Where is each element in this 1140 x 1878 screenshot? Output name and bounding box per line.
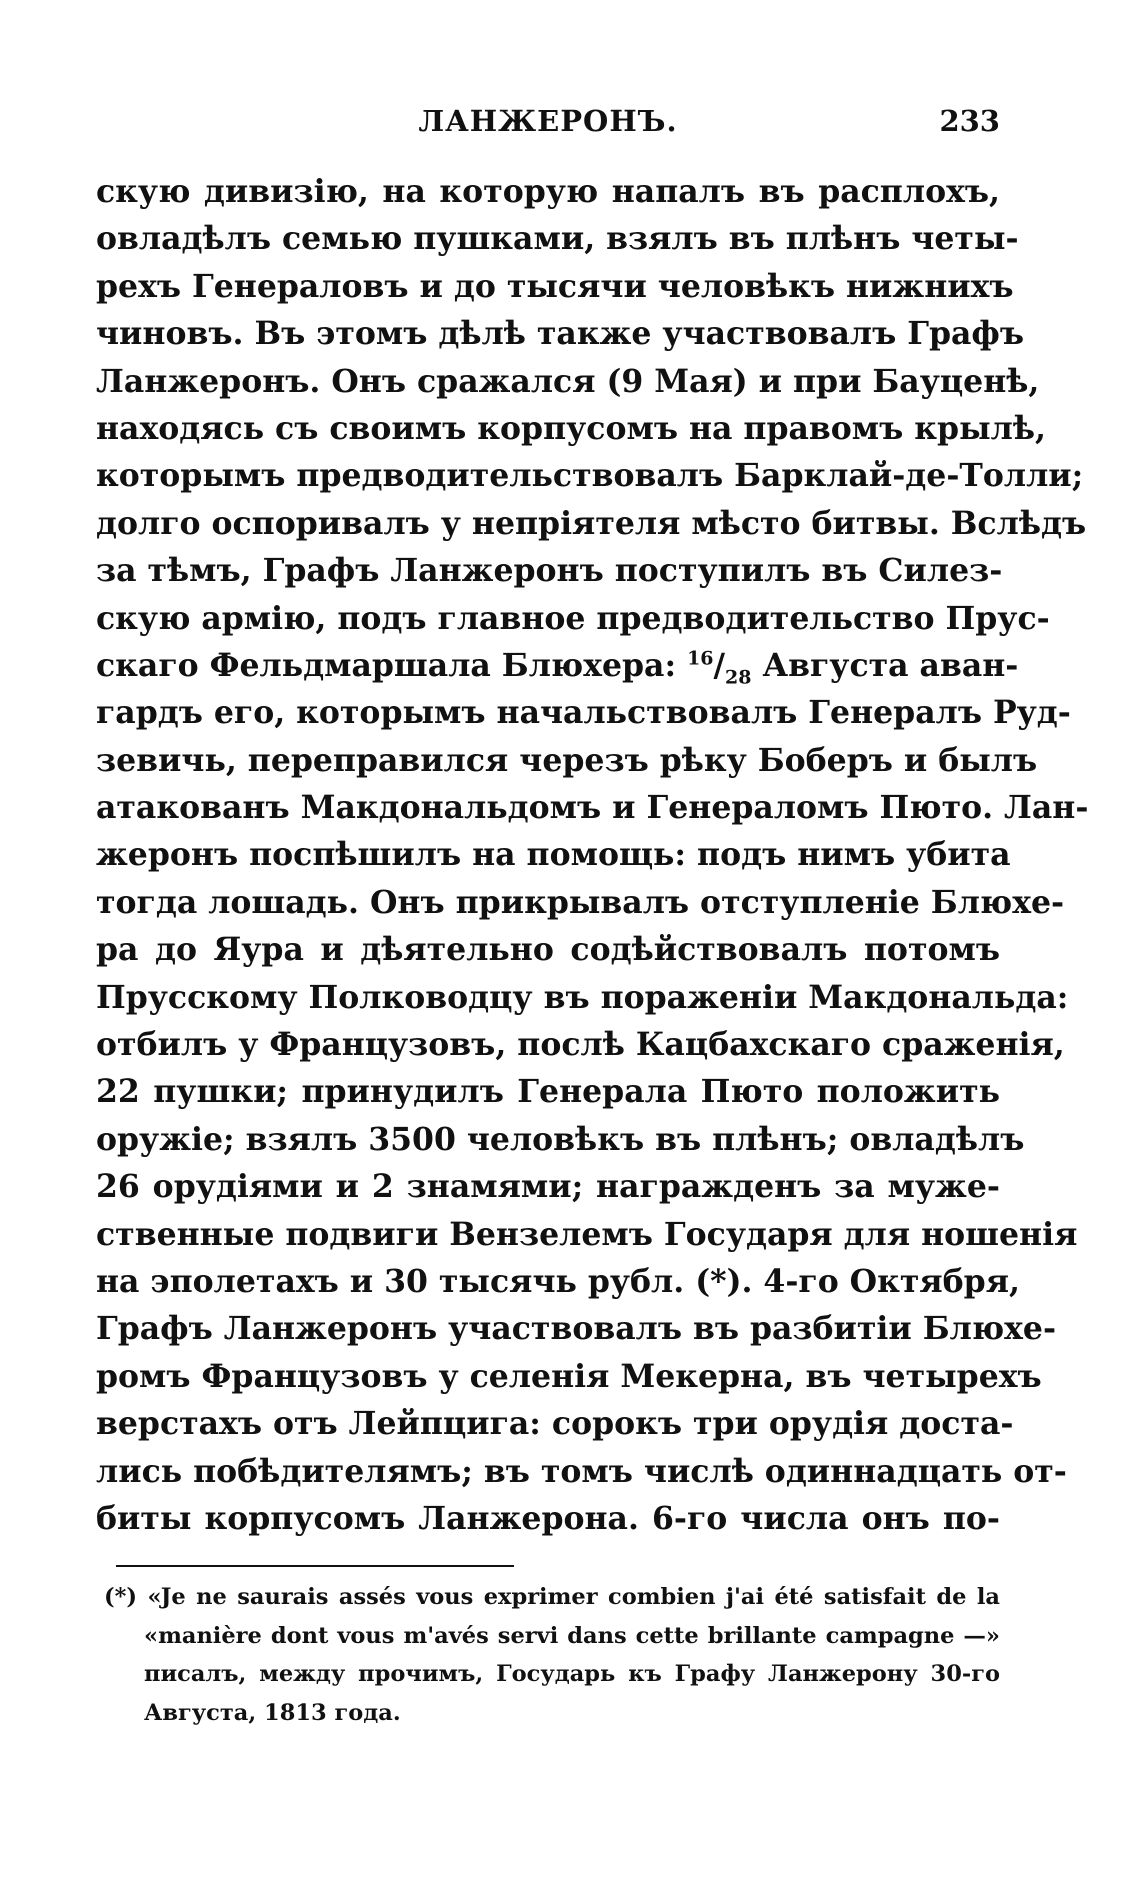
text-line: за тѣмъ, Графъ Ланжеронъ поступилъ въ Силез- <box>96 552 1003 590</box>
text-line: верстахъ отъ Лейпцига: сорокъ три орудія доста- <box>96 1405 1014 1443</box>
text-line: скую армію, подъ главное предводительство Прус- <box>96 599 1050 637</box>
footnote-text: «Je ne saurais assés vous exprimer combien j'ai été satisfait de la <box>147 1584 1000 1610</box>
date-fraction-denominator: 28 <box>725 666 752 689</box>
footnote-line <box>104 1578 1000 1617</box>
text-line: атакованъ Макдональдомъ и Генераломъ Пюто. Лан- <box>96 789 1089 827</box>
text-line: 22 пушки; принудилъ Генерала Пюто положить <box>96 1073 1000 1111</box>
footnote-line: Августа, 1813 года. <box>144 1699 401 1726</box>
text-line: рехъ Генераловъ и до тысячи человѣкъ нижнихъ <box>96 267 1014 305</box>
text-line: гардъ его, которымъ начальствовалъ Генералъ Руд- <box>96 694 1071 732</box>
date-fraction-numerator: 16 <box>687 647 714 670</box>
footnote-line: «manière dont vous m'avés servi dans cette brillante campagne —» <box>144 1622 1000 1649</box>
text-segment: скаго Фельдмаршала Блюхера: <box>96 646 677 684</box>
body-text <box>96 168 1089 1542</box>
text-line: биты корпусомъ Ланжерона. 6-го числа онъ по- <box>96 1499 1000 1537</box>
text-line: Графъ Ланжеронъ участвовалъ въ разбитіи Блюхе- <box>96 1310 1057 1348</box>
text-line: Прусскому Полководцу въ пораженіи Макдональда: <box>96 978 1069 1016</box>
text-line: 26 орудіями и 2 знамями; награжденъ за муже- <box>96 1168 1000 1206</box>
text-line-with-date: скаго Фельдмаршала Блюхера: $^{16}/_{28}$ Августа аван- <box>96 646 1019 689</box>
footnote-marker: (*) <box>104 1584 138 1610</box>
text-line: овладѣлъ семью пушками, взялъ въ плѣнъ четы- <box>96 220 1019 258</box>
text-line: скую дивизію, на которую напалъ въ расплохъ, <box>96 173 1000 210</box>
text-line: жеронъ поспѣшилъ на помощь: подъ нимъ убита <box>96 836 1011 874</box>
footnote-rule <box>116 1565 514 1567</box>
text-line: ра до Яура и дѣятельно содѣйствовалъ потомъ <box>96 931 1000 969</box>
text-line: зевичь, переправился черезъ рѣку Боберъ и былъ <box>96 741 1038 779</box>
running-title: ЛАНЖЕРОНЪ. <box>418 104 678 138</box>
text-line: отбилъ у Французовъ, послѣ Кацбахскаго сраженія, <box>96 1026 1065 1064</box>
text-line: ственные подвиги Вензелемъ Государя для ношенія <box>96 1215 1078 1253</box>
running-head <box>96 104 1000 144</box>
footnote-line: писалъ, между прочимъ, Государь къ Графу Ланжерону 30-го <box>144 1661 1000 1687</box>
text-line: на эполетахъ и 30 тысячь рубл. (*). 4-го Октября, <box>96 1262 1020 1300</box>
text-line: лись побѣдителямъ; въ томъ числѣ одиннадцать от- <box>96 1452 1067 1490</box>
text-line: ромъ Французовъ у селенія Мекерна, въ четырехъ <box>96 1357 1042 1395</box>
text-line: находясь съ своимъ корпусомъ на правомъ крылѣ, <box>96 409 1046 447</box>
text-line: чиновъ. Въ этомъ дѣлѣ также участвовалъ Графъ <box>96 315 1025 353</box>
footnote <box>104 1578 1000 1732</box>
text-line: тогда лошадь. Онъ прикрывалъ отступленіе Блюхе- <box>96 883 1065 921</box>
text-segment: Августа аван- <box>762 646 1019 684</box>
text-line: долго оспоривалъ у непріятеля мѣсто битвы. Вслѣдъ <box>96 504 1087 542</box>
page-number: 233 <box>939 104 1000 138</box>
text-line: Ланжеронъ. Онъ сражался (9 Мая) и при Бауценѣ, <box>96 362 1040 400</box>
text-line: которымъ предводительствовалъ Барклай-де-Толли; <box>96 457 1084 495</box>
text-line: оружіе; взялъ 3500 человѣкъ въ плѣнъ; овладѣлъ <box>96 1120 1025 1158</box>
